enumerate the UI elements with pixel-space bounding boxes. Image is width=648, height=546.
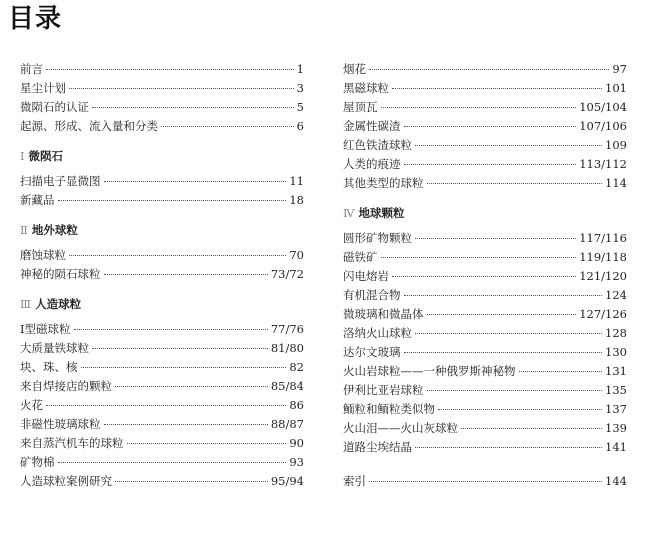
toc-entry-title: 鲕粒和鲕粒类似物 <box>343 402 435 416</box>
section-title: 地外球粒 <box>31 223 78 237</box>
toc-entry-page: 97 <box>612 62 627 76</box>
dot-leader <box>404 126 577 127</box>
toc-entry[interactable] <box>20 396 304 415</box>
dot-leader <box>415 145 602 146</box>
toc-entry-title: 磨蚀球粒 <box>20 248 66 262</box>
toc-entry-title: 块、珠、核 <box>20 360 78 374</box>
toc-entry-page: 124 <box>605 288 627 302</box>
section-heading <box>20 221 304 240</box>
toc-entry[interactable] <box>343 267 627 286</box>
toc-entry-page: 88/87 <box>270 417 304 431</box>
toc-entry-page: 70 <box>289 248 304 262</box>
toc-entry[interactable] <box>20 377 304 396</box>
toc-entry-title: 人造球粒案例研究 <box>20 474 112 488</box>
dot-leader <box>58 462 287 463</box>
dot-leader <box>104 274 268 275</box>
toc-entry-title: 微陨石的认证 <box>20 100 89 114</box>
dot-leader <box>427 183 603 184</box>
toc-entry-page: 81/80 <box>270 341 304 355</box>
toc-entry-title: 新藏品 <box>20 193 55 207</box>
toc-entry[interactable] <box>343 381 627 400</box>
section-title: 地球颗粒 <box>358 206 405 220</box>
dot-leader <box>438 409 602 410</box>
toc-entry-title: 红色铁渣球粒 <box>343 138 412 152</box>
toc-entry[interactable] <box>343 419 627 438</box>
toc-entry-title: 非磁性玻璃球粒 <box>20 417 101 431</box>
toc-entry-title: 洛纳火山球粒 <box>343 326 412 340</box>
toc-entry[interactable] <box>343 438 627 457</box>
toc-entry[interactable] <box>343 117 627 136</box>
toc-entry[interactable] <box>20 79 304 98</box>
section-number: Ⅳ <box>343 206 355 220</box>
toc-entry-title: 人类的痕迹 <box>343 157 401 171</box>
toc-entry-title: 闪电熔岩 <box>343 269 389 283</box>
toc-entry-title: 其他类型的球粒 <box>343 176 424 190</box>
toc-entry-page: 95/94 <box>270 474 304 488</box>
toc-entry-page: 135 <box>605 383 627 397</box>
page-title: 目录 <box>8 4 63 34</box>
dot-leader <box>427 390 603 391</box>
toc-entry-title: 索引 <box>343 474 366 488</box>
toc-entry-title: 扫描电子显微图 <box>20 174 101 188</box>
toc-entry-title: 前言 <box>20 62 43 76</box>
toc-entry[interactable] <box>343 248 627 267</box>
section-heading <box>20 295 304 314</box>
toc-entry-page: 121/120 <box>579 269 627 283</box>
toc-left-column <box>20 60 304 491</box>
toc-entry[interactable] <box>20 358 304 377</box>
toc-right-column <box>343 60 627 491</box>
toc-entry[interactable] <box>343 155 627 174</box>
toc-entry-page: 82 <box>289 360 304 374</box>
toc-entry-page: 105/104 <box>579 100 627 114</box>
dot-leader <box>115 481 268 482</box>
toc-entry[interactable] <box>20 117 304 136</box>
toc-entry[interactable] <box>343 174 627 193</box>
toc-entry-title: 道路尘埃结晶 <box>343 440 412 454</box>
toc-entry[interactable] <box>343 472 627 491</box>
toc-entry[interactable] <box>20 434 304 453</box>
dot-leader <box>427 314 577 315</box>
toc-entry[interactable] <box>343 98 627 117</box>
toc-entry-title: 矿物棉 <box>20 455 55 469</box>
toc-entry[interactable] <box>343 400 627 419</box>
toc-entry[interactable] <box>20 265 304 284</box>
toc-entry-page: 18 <box>289 193 304 207</box>
toc-entry-title: 屋顶瓦 <box>343 100 378 114</box>
toc-entry-page: 1 <box>296 62 304 76</box>
toc-entry-page: 6 <box>296 119 304 133</box>
toc-entry-page: 137 <box>605 402 627 416</box>
toc-entry[interactable] <box>20 453 304 472</box>
toc-entry-page: 73/72 <box>270 267 304 281</box>
dot-leader <box>58 200 287 201</box>
dot-leader <box>161 126 294 127</box>
toc-entry[interactable] <box>343 343 627 362</box>
toc-entry-page: 107/106 <box>579 119 627 133</box>
toc-entry-page: 139 <box>605 421 627 435</box>
toc-entry-page: 131 <box>605 364 627 378</box>
toc-entry-page: 130 <box>605 345 627 359</box>
section-heading <box>343 204 627 223</box>
toc-entry-page: 117/116 <box>579 231 627 245</box>
toc-entry-title: 有机混合物 <box>343 288 401 302</box>
toc-entry-page: 85/84 <box>270 379 304 393</box>
toc-entry-title: 来自焊接店的颗粒 <box>20 379 112 393</box>
section-number: Ⅲ <box>20 297 32 311</box>
dot-leader <box>461 428 602 429</box>
toc-entry-page: 11 <box>289 174 304 188</box>
toc-entry-title: 起源、形成、流入量和分类 <box>20 119 158 133</box>
toc-entry-title: 大质量铁球粒 <box>20 341 89 355</box>
dot-leader <box>69 88 294 89</box>
toc-entry-page: 86 <box>289 398 304 412</box>
toc-entry-page: 5 <box>296 100 304 114</box>
toc-entry-page: 119/118 <box>579 250 627 264</box>
toc-entry-page: 144 <box>605 474 627 488</box>
toc-entry[interactable] <box>20 98 304 117</box>
dot-leader <box>392 276 576 277</box>
toc-entry[interactable] <box>20 472 304 491</box>
toc-entry-page: 141 <box>605 440 627 454</box>
toc-entry-title: 伊利比亚岩球粒 <box>343 383 424 397</box>
toc-entry-page: 101 <box>605 81 627 95</box>
toc-entry[interactable] <box>343 136 627 155</box>
toc-entry[interactable] <box>343 324 627 343</box>
dot-leader <box>415 447 602 448</box>
dot-leader <box>392 88 602 89</box>
toc-entry-page: 90 <box>289 436 304 450</box>
dot-leader <box>115 386 268 387</box>
section-number: Ⅰ <box>20 149 25 163</box>
section-heading <box>20 147 304 166</box>
dot-leader <box>369 481 602 482</box>
toc-entry-page: 114 <box>605 176 627 190</box>
toc-entry-page: 127/126 <box>579 307 627 321</box>
toc-entry-page: 113/112 <box>579 157 627 171</box>
toc-entry[interactable] <box>20 320 304 339</box>
dot-leader <box>381 107 577 108</box>
toc-entry-page: 128 <box>605 326 627 340</box>
dot-leader <box>92 348 268 349</box>
toc-entry[interactable] <box>343 229 627 248</box>
toc-entry-title: Ⅰ型磁球粒 <box>20 322 71 336</box>
toc-entry-title: 微玻璃和微晶体 <box>343 307 424 321</box>
toc-entry[interactable] <box>343 286 627 305</box>
toc-entry-page: 3 <box>296 81 304 95</box>
section-title: 人造球粒 <box>35 297 82 311</box>
dot-leader <box>404 164 577 165</box>
toc-entry[interactable] <box>343 79 627 98</box>
toc-entry[interactable] <box>20 191 304 210</box>
toc-entry[interactable] <box>20 246 304 265</box>
toc-entry-title: 火山岩球粒——一种俄罗斯神秘物 <box>343 364 516 378</box>
dot-leader <box>127 443 287 444</box>
dot-leader <box>519 371 603 372</box>
toc-entry-page: 109 <box>605 138 627 152</box>
dot-leader <box>404 295 603 296</box>
dot-leader <box>104 181 287 182</box>
toc-entry-page: 77/76 <box>270 322 304 336</box>
dot-leader <box>369 69 609 70</box>
dot-leader <box>415 238 576 239</box>
toc-entry-title: 烟花 <box>343 62 366 76</box>
dot-leader <box>92 107 294 108</box>
toc-entry-title: 达尔文玻璃 <box>343 345 401 359</box>
toc-entry[interactable] <box>20 172 304 191</box>
toc-entry[interactable] <box>343 305 627 324</box>
dot-leader <box>46 69 294 70</box>
toc-entry[interactable] <box>20 339 304 358</box>
dot-leader <box>381 257 577 258</box>
toc-entry[interactable] <box>20 60 304 79</box>
dot-leader <box>69 255 286 256</box>
section-title: 微陨石 <box>28 149 64 163</box>
dot-leader <box>404 352 603 353</box>
dot-leader <box>104 424 268 425</box>
toc-entry-title: 磁铁矿 <box>343 250 378 264</box>
toc-entry-title: 火山泪——火山灰球粒 <box>343 421 458 435</box>
toc-entry-page: 93 <box>289 455 304 469</box>
toc-entry-title: 星尘计划 <box>20 81 66 95</box>
toc-entry[interactable] <box>343 60 627 79</box>
toc-entry-title: 黑磁球粒 <box>343 81 389 95</box>
toc-entry-title: 神秘的陨石球粒 <box>20 267 101 281</box>
dot-leader <box>74 329 268 330</box>
dot-leader <box>46 405 286 406</box>
toc-entry-title: 圆形矿物颗粒 <box>343 231 412 245</box>
toc-entry-title: 火花 <box>20 398 43 412</box>
dot-leader <box>81 367 287 368</box>
toc-entry-title: 来自蒸汽机车的球粒 <box>20 436 124 450</box>
toc-entry[interactable] <box>20 415 304 434</box>
toc-entry-title: 金属性碳渣 <box>343 119 401 133</box>
section-number: Ⅱ <box>20 223 28 237</box>
dot-leader <box>415 333 602 334</box>
toc-entry[interactable] <box>343 362 627 381</box>
